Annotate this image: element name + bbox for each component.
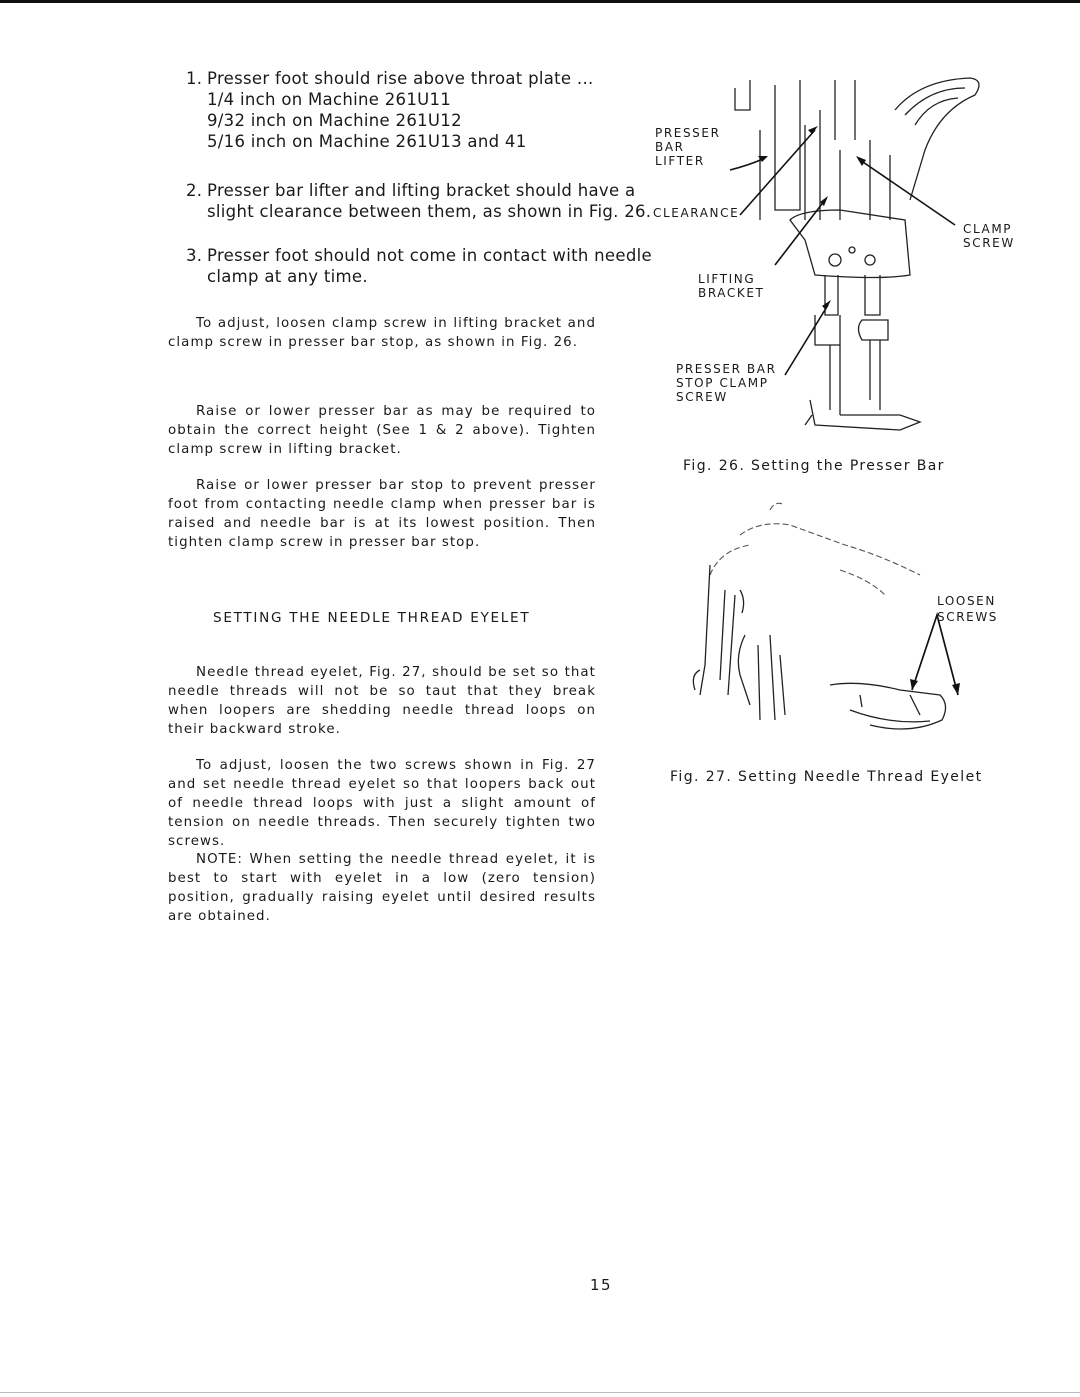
paragraph-adjust: To adjust, loosen clamp screw in lifting bracket and clamp screw in presser bar stop, as shown in Fig. 26. <box>168 316 596 350</box>
figure-26-caption: Fig. 26. Setting the Presser Bar <box>683 458 945 474</box>
item-number: 1. <box>186 69 203 88</box>
item-line: Presser bar lifter and lifting bracket should have a <box>207 181 636 200</box>
item-number: 3. <box>186 246 203 265</box>
item-line: 9/32 inch on Machine 261U12 <box>207 111 462 130</box>
item-line: clamp at any time. <box>207 267 368 286</box>
label-clearance: CLEARANCE <box>653 206 740 220</box>
paragraph-eyelet-adjust: To adjust, loosen the two screws shown in Fig. 27 and set needle thread eyelet so that loopers back out of needle thread loops with just a slight amount of tension on needle threads. Then securely tighten two screws. <box>168 758 596 849</box>
label-loosen-screws: LOOSEN SCREWS <box>937 594 998 624</box>
section-heading: SETTING THE NEEDLE THREAD EYELET <box>213 610 531 626</box>
label-presser-bar-stop-clamp-screw: PRESSER BAR STOP CLAMP SCREW <box>676 362 777 404</box>
paragraph-note: NOTE: When setting the needle thread eyelet, it is best to start with eyelet in a low (zero tension) position, gradually raising eyelet until desired results are obtained. <box>168 852 596 924</box>
page-number: 15 <box>590 1276 613 1294</box>
paragraph-raise-stop: Raise or lower presser bar stop to prevent presser foot from contacting needle clamp when presser bar is raised and needle bar is at its lowest position. Then tighten clamp screw in presser bar stop. <box>168 478 596 550</box>
item-line: Presser foot should rise above throat plate ... <box>207 69 594 88</box>
figure-27-caption: Fig. 27. Setting Needle Thread Eyelet <box>670 769 983 785</box>
paragraph-raise-bar: Raise or lower presser bar as may be required to obtain the correct height (See 1 & 2 above). Tighten clamp screw in lifting bracket. <box>168 404 596 457</box>
paragraph-eyelet-intro: Needle thread eyelet, Fig. 27, should be set so that needle threads will not be so taut that they break when loopers are shedding needle thread loops on their backward stroke. <box>168 665 596 737</box>
item-line: Presser foot should not come in contact with needle <box>207 246 652 265</box>
label-presser-bar-lifter: PRESSER BAR LIFTER <box>655 126 721 168</box>
item-line: slight clearance between them, as shown in Fig. 26. <box>207 202 652 221</box>
label-clamp-screw: CLAMP SCREW <box>963 222 1015 250</box>
top-rule <box>0 0 1080 3</box>
label-lifting-bracket: LIFTING BRACKET <box>698 272 765 300</box>
item-line: 5/16 inch on Machine 261U13 and 41 <box>207 132 527 151</box>
figure-27-illustration <box>680 495 1000 755</box>
item-line: 1/4 inch on Machine 261U11 <box>207 90 452 109</box>
item-number: 2. <box>186 181 203 200</box>
bottom-rule <box>0 1392 1080 1393</box>
